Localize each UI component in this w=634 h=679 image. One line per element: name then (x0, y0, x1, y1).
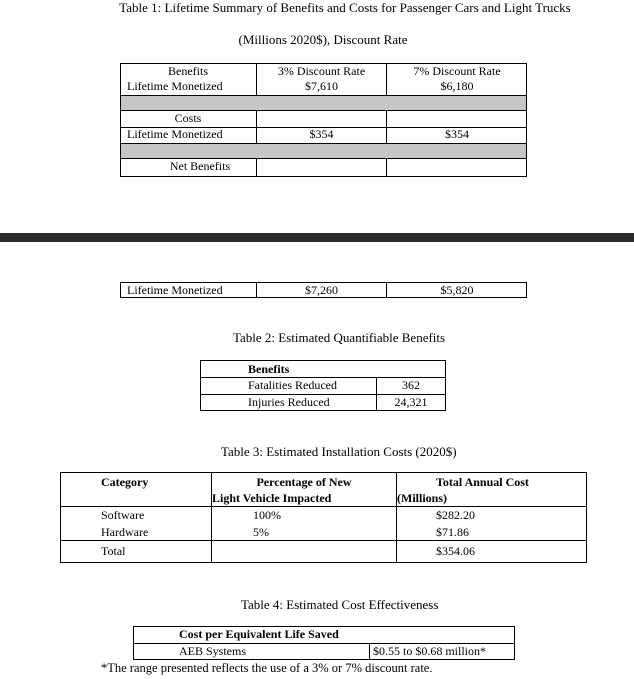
page-break-bar (0, 233, 634, 242)
table4-footnote: *The range presented reflects the use of a 3% or 7% discount rate. (101, 661, 433, 675)
table3-header-cost-line2: (Millions) (397, 491, 447, 505)
table1-costs-label: Costs (174, 111, 202, 125)
table1-gray-row-1 (121, 95, 526, 110)
table1-benefits-row-label: Lifetime Monetized (127, 79, 223, 93)
table1-costs-7pct: $354 (445, 127, 469, 141)
table1-header-7pct: 7% Discount Rate (413, 64, 501, 78)
table1-header-benefits: Benefits (168, 64, 208, 78)
table1-gray-row-2 (121, 143, 526, 158)
table2-title: Table 2: Estimated Quantifiable Benefits (233, 330, 446, 345)
table2-row-label: Injuries Reduced (248, 395, 330, 409)
table1-header-3pct: 3% Discount Rate (277, 64, 366, 78)
table3-header-pct-line2: Light Vehicle Impacted (212, 491, 332, 505)
table1-subtitle: (Millions 2020$), Discount Rate (238, 32, 408, 47)
table3-header-pct-line1: Percentage of New (256, 475, 352, 489)
table4-title: Table 4: Estimated Cost Effectiveness (241, 597, 439, 612)
table1b-3pct: $7,260 (305, 283, 338, 297)
table2-row-value: 24,321 (394, 395, 428, 409)
table3-row-category: Hardware (101, 525, 149, 539)
table3-row-pct: 5% (253, 525, 269, 539)
table3-title: Table 3: Estimated Installation Costs (2020$) (221, 444, 457, 459)
table1-net-benefits-label: Net Benefits (169, 159, 231, 173)
table2-row-value: 362 (402, 378, 420, 392)
table2-row-label: Fatalities Reduced (248, 378, 337, 392)
table3-row-category: Software (101, 508, 145, 522)
table3-header-cost-line1: Total Annual Cost (436, 475, 529, 489)
table3-header-category: Category (101, 475, 149, 489)
table3-row-cost: $282.20 (436, 508, 475, 522)
table1-benefits-3pct: $7,610 (305, 79, 338, 93)
table3-row-category: Total (101, 544, 126, 558)
table1-costs-row-label: Lifetime Monetized (127, 127, 223, 141)
table4-row-label: AEB Systems (179, 644, 247, 658)
table1-benefits-7pct: $6,180 (440, 79, 474, 93)
table1b-7pct: $5,820 (440, 283, 474, 297)
table3-row-cost: $71.86 (436, 525, 469, 539)
table3-row-pct: 100% (253, 508, 281, 522)
table2-header: Benefits (248, 362, 290, 376)
table1-costs-3pct: $354 (309, 127, 334, 141)
table3-row-cost: $354.06 (436, 544, 475, 558)
table1b-row-label: Lifetime Monetized (127, 283, 223, 297)
table4-row-value: $0.55 to $0.68 million* (373, 644, 487, 658)
table1-title: Table 1: Lifetime Summary of Benefits and Costs for Passenger Cars and Light Trucks (119, 0, 571, 15)
table4-header: Cost per Equivalent Life Saved (179, 627, 339, 641)
